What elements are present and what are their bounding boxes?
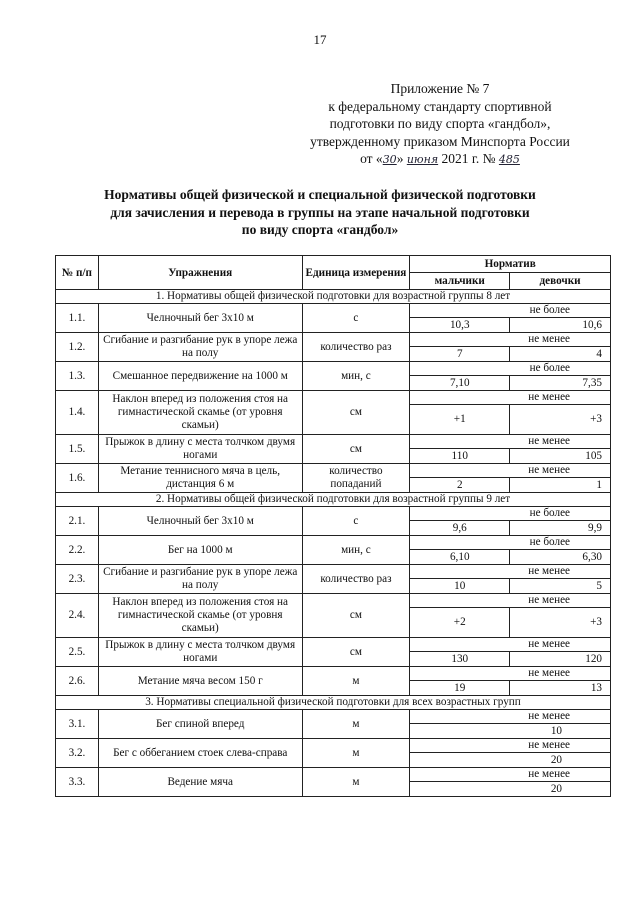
boys-value: 10: [410, 579, 510, 594]
row-number: 1.6.: [56, 464, 99, 493]
girls-value: 6,30: [510, 550, 611, 565]
table-row: [56, 594, 611, 608]
unit: см: [302, 594, 410, 638]
table-row: [56, 391, 611, 405]
appendix-line: утвержденному приказом Минспорта России: [310, 133, 570, 149]
section-title: 3. Нормативы специальной физической подготовки для всех возрастных групп: [56, 696, 611, 710]
row-number: 2.5.: [56, 638, 99, 667]
unit: м: [302, 667, 410, 696]
table-row: [56, 435, 611, 449]
boys-value: 110: [410, 449, 510, 464]
section-row: [56, 290, 611, 304]
unit: м: [302, 768, 410, 797]
date-prefix: от «: [360, 151, 383, 166]
unit: см: [302, 435, 410, 464]
unit: количество раз: [302, 333, 410, 362]
norm-condition: не менее: [410, 464, 611, 478]
norm-condition: не менее: [410, 638, 611, 652]
table-row: [56, 333, 611, 347]
boys-value: 2: [410, 478, 510, 493]
title-line: Нормативы общей физической и специальной физической подготовки: [104, 187, 536, 202]
norm-condition: не менее: [410, 768, 611, 782]
girls-value: 4: [510, 347, 611, 362]
appendix-line: к федеральному стандарту спортивной: [328, 98, 552, 114]
exercise-name: Наклон вперед из положения стоя на гимнастической скамье (от уровня скамьи): [98, 391, 302, 435]
exercise-name: Наклон вперед из положения стоя на гимнастической скамье (от уровня скамьи): [98, 594, 302, 638]
table-row: [56, 304, 611, 318]
appendix-line: подготовки по виду спорта «гандбол»,: [329, 116, 551, 131]
exercise-name: Прыжок в длину с места толчком двумя ногами: [98, 638, 302, 667]
unit: см: [302, 638, 410, 667]
handwritten-number: 485: [498, 153, 520, 166]
boys-value: 6,10: [410, 550, 510, 565]
row-number: 2.2.: [56, 536, 99, 565]
exercise-name: Метание мяча весом 150 г: [98, 667, 302, 696]
table-row: [56, 667, 611, 681]
section-row: [56, 696, 611, 710]
unit: количество раз: [302, 565, 410, 594]
norm-condition: не более: [410, 536, 611, 550]
table-row: [56, 464, 611, 478]
girls-value: +3: [510, 608, 611, 638]
boys-value: 130: [410, 652, 510, 667]
girls-value: 13: [510, 681, 611, 696]
girls-value: 120: [510, 652, 611, 667]
table-row: [56, 768, 611, 782]
header-unit: Единица измерения: [302, 256, 410, 290]
document-title: [0, 186, 640, 239]
row-number: 2.6.: [56, 667, 99, 696]
unit: с: [302, 507, 410, 536]
norm-condition: не менее: [410, 565, 611, 579]
girls-value: 9,9: [510, 521, 611, 536]
section-title: 2. Нормативы общей физической подготовки для возрастной группы 9 лет: [56, 493, 611, 507]
exercise-name: Прыжок в длину с места толчком двумя ногами: [98, 435, 302, 464]
norm-condition: не менее: [410, 710, 611, 724]
year-text: 2021 г. №: [441, 151, 496, 166]
norm-value: 10: [410, 724, 611, 739]
row-number: 1.4.: [56, 391, 99, 435]
exercise-name: Сгибание и разгибание рук в упоре лежа на полу: [98, 565, 302, 594]
girls-value: 7,35: [510, 376, 611, 391]
table-row: [56, 638, 611, 652]
unit: м: [302, 739, 410, 768]
norm-condition: не более: [410, 304, 611, 318]
row-number: 1.2.: [56, 333, 99, 362]
title-line: для зачисления и перевода в группы на этапе начальной подготовки: [110, 204, 530, 220]
exercise-name: Сгибание и разгибание рук в упоре лежа на полу: [98, 333, 302, 362]
unit: см: [302, 391, 410, 435]
row-number: 1.5.: [56, 435, 99, 464]
girls-value: +3: [510, 405, 611, 435]
exercise-name: Бег с оббеганием стоек слева-справа: [98, 739, 302, 768]
girls-value: 1: [510, 478, 611, 493]
exercise-name: Бег на 1000 м: [98, 536, 302, 565]
header-exercise: Упражнения: [98, 256, 302, 290]
header-num: № п/п: [56, 256, 99, 290]
boys-value: 19: [410, 681, 510, 696]
appendix-header: [290, 80, 590, 169]
row-number: 3.2.: [56, 739, 99, 768]
row-number: 2.1.: [56, 507, 99, 536]
norm-condition: не менее: [410, 333, 611, 347]
norm-condition: не менее: [410, 667, 611, 681]
appendix-date-line: [290, 150, 590, 169]
table-row: [56, 362, 611, 376]
row-number: 3.1.: [56, 710, 99, 739]
header-boys: мальчики: [410, 273, 510, 290]
table-row: [56, 739, 611, 753]
table-row: [56, 536, 611, 550]
norm-value: 20: [410, 753, 611, 768]
section-row: [56, 493, 611, 507]
table-row: [56, 710, 611, 724]
header-norm: Норматив: [410, 256, 611, 273]
norm-condition: не менее: [410, 435, 611, 449]
unit: м: [302, 710, 410, 739]
girls-value: 10,6: [510, 318, 611, 333]
row-number: 1.1.: [56, 304, 99, 333]
norm-condition: не более: [410, 507, 611, 521]
standards-table: [55, 255, 611, 797]
girls-value: 105: [510, 449, 611, 464]
boys-value: 7: [410, 347, 510, 362]
unit: количество попаданий: [302, 464, 410, 493]
row-number: 3.3.: [56, 768, 99, 797]
boys-value: 7,10: [410, 376, 510, 391]
boys-value: +2: [410, 608, 510, 638]
header-girls: девочки: [510, 273, 611, 290]
row-number: 2.3.: [56, 565, 99, 594]
exercise-name: Метание теннисного мяча в цель, дистанция 6 м: [98, 464, 302, 493]
norm-condition: не более: [410, 362, 611, 376]
section-title: 1. Нормативы общей физической подготовки для возрастной группы 8 лет: [56, 290, 611, 304]
exercise-name: Ведение мяча: [98, 768, 302, 797]
date-mid: »: [396, 151, 404, 166]
norm-condition: не менее: [410, 739, 611, 753]
page-number: 17: [313, 32, 327, 47]
handwritten-day: 30: [382, 153, 397, 166]
table-row: [56, 565, 611, 579]
handwritten-month: июня: [406, 153, 439, 166]
exercise-name: Бег спиной вперед: [98, 710, 302, 739]
title-line: по виду спорта «гандбол»: [241, 222, 399, 237]
norm-value: 20: [410, 782, 611, 797]
appendix-line: Приложение № 7: [390, 81, 490, 96]
row-number: 2.4.: [56, 594, 99, 638]
row-number: 1.3.: [56, 362, 99, 391]
boys-value: 9,6: [410, 521, 510, 536]
girls-value: 5: [510, 579, 611, 594]
exercise-name: Челночный бег 3х10 м: [98, 304, 302, 333]
exercise-name: Смешанное передвижение на 1000 м: [98, 362, 302, 391]
norm-condition: не менее: [410, 391, 611, 405]
unit: с: [302, 304, 410, 333]
unit: мин, с: [302, 362, 410, 391]
norm-condition: не менее: [410, 594, 611, 608]
exercise-name: Челночный бег 3х10 м: [98, 507, 302, 536]
boys-value: +1: [410, 405, 510, 435]
table-row: [56, 507, 611, 521]
unit: мин, с: [302, 536, 410, 565]
boys-value: 10,3: [410, 318, 510, 333]
